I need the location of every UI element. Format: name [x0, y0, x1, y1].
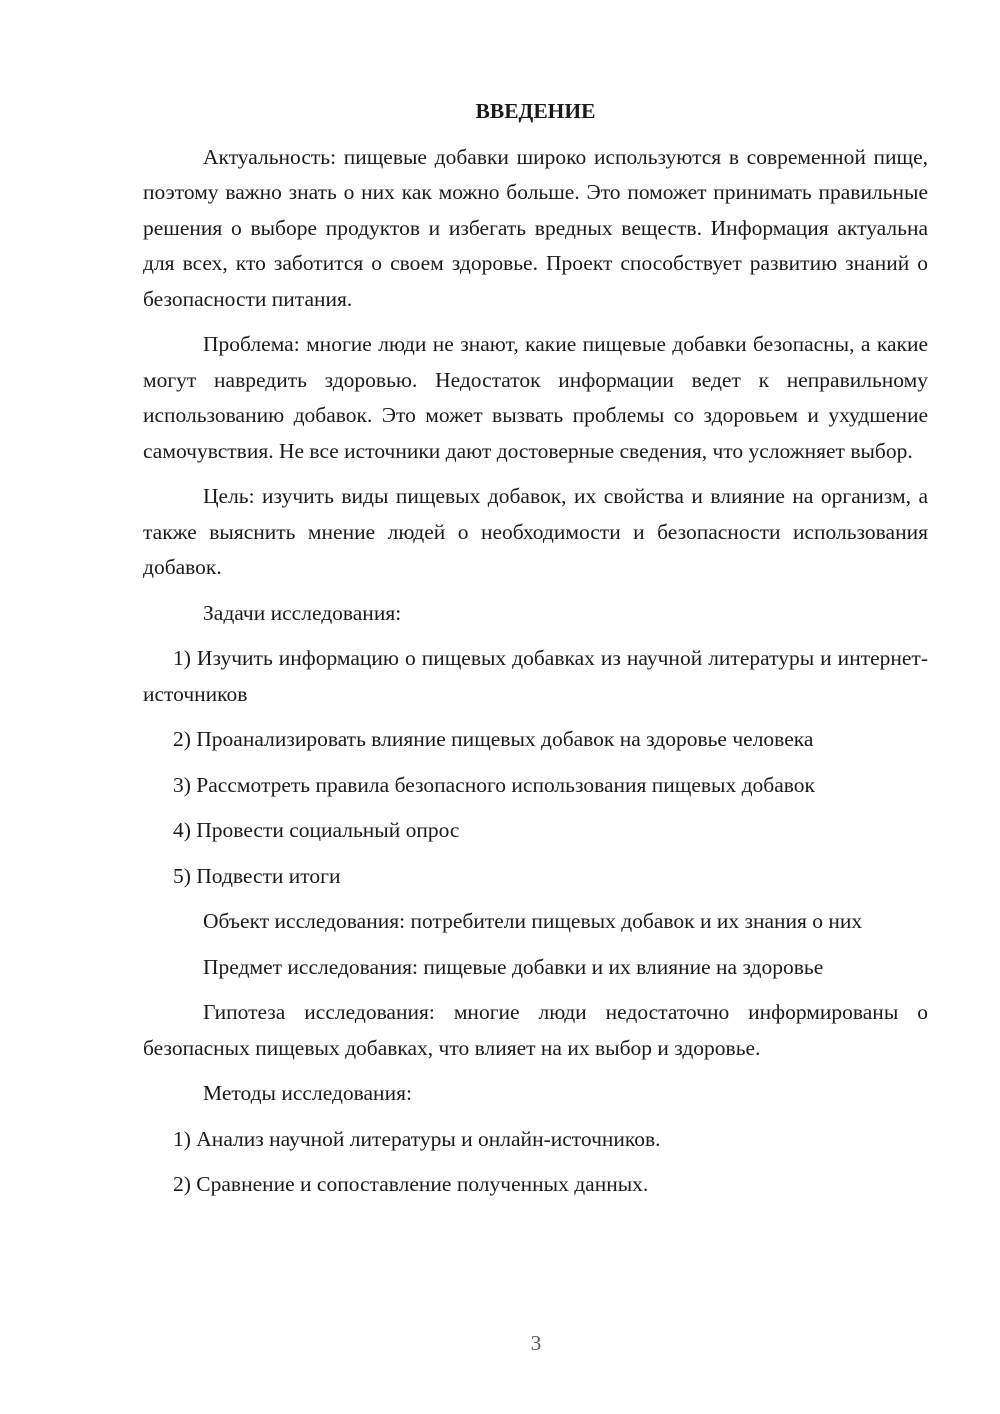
page-content: [143, 94, 928, 1213]
method-item-1: 1) Анализ научной литературы и онлайн-источников.: [173, 1126, 661, 1151]
paragraph-subject: Предмет исследования: пищевые добавки и их влияние на здоровье: [203, 954, 824, 979]
page-number: 3: [530, 1331, 542, 1355]
task-item-2: 2) Проанализировать влияние пищевых добавок на здоровье человека: [173, 727, 814, 751]
section-title: ВВЕДЕНИЕ: [475, 99, 596, 123]
paragraph-hypothesis: Гипотеза исследования: многие люди недостаточно информированы о безопасных пищевых добавках, что влияет на их выбор и здоровье.: [143, 1000, 928, 1060]
paragraph-goal: Цель: изучить виды пищевых добавок, их свойства и влияние на организм, а также выяснить мнение людей о необходимости и безопасности использования добавок.: [143, 484, 928, 579]
task-item-1: 1) Изучить информацию о пищевых добавках из научной литературы и интернет-источников: [143, 646, 928, 706]
paragraph-problem: Проблема: многие люди не знают, какие пищевые добавки безопасны, а какие могут навредить здоровью. Недостаток информации ведет к неправильному использованию добавок. Это может вызвать проблемы со здоровьем и ухудшение самочувствия. Не все источники дают достоверные сведения, что усложняет выбор.: [143, 332, 928, 463]
methods-heading: Методы исследования:: [203, 1081, 412, 1105]
task-item-5: 5) Подвести итоги: [173, 863, 341, 888]
method-item-2: 2) Сравнение и сопоставление полученных данных.: [173, 1172, 649, 1196]
task-item-4: 4) Провести социальный опрос: [173, 818, 460, 842]
paragraph-object: Объект исследования: потребители пищевых добавок и их знания о них: [203, 909, 863, 933]
paragraph-relevance: Актуальность: пищевые добавки широко используются в современной пище, поэтому важно знать о них как можно больше. Это поможет принимать правильные решения о выборе продуктов и избегать вредных веществ. Информация актуальна для всех, кто заботится о своем здоровье. Проект способствует развитию знаний о безопасности питания.: [143, 144, 928, 311]
task-item-3: 3) Рассмотреть правила безопасного использования пищевых добавок: [173, 772, 815, 797]
tasks-heading: Задачи исследования:: [203, 600, 402, 625]
